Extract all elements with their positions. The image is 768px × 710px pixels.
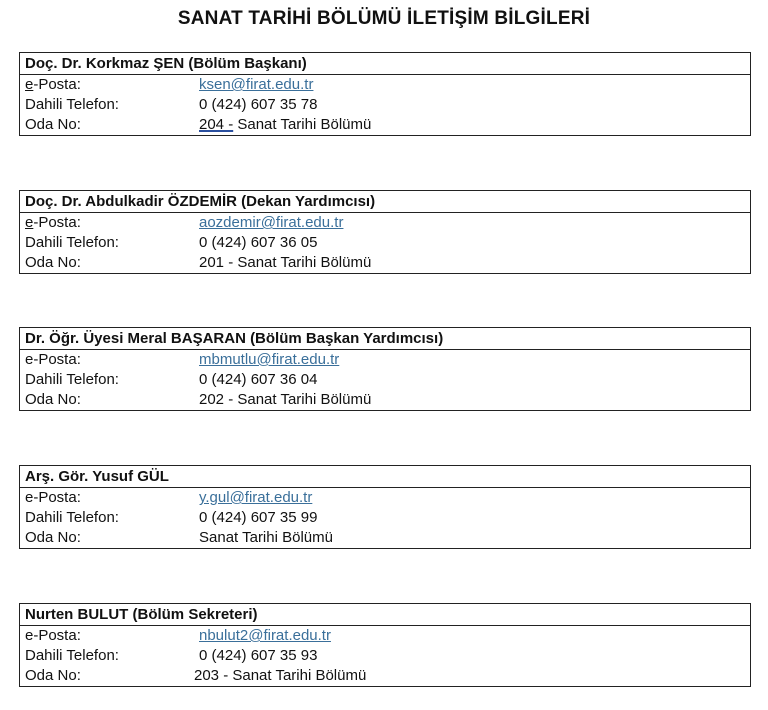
phone-row <box>20 370 750 390</box>
email-label: e-Posta: <box>25 214 81 231</box>
room-value: 201 - Sanat Tarihi Bölümü <box>199 254 372 271</box>
room-row <box>20 666 750 686</box>
phone-value: 0 (424) 607 35 78 <box>199 96 318 113</box>
email-link[interactable]: nbulut2@firat.edu.tr <box>199 627 331 644</box>
phone-label: Dahili Telefon: <box>25 509 119 526</box>
contact-card <box>19 52 751 136</box>
email-row <box>20 626 750 646</box>
phone-row <box>20 95 750 115</box>
room-row <box>20 390 750 410</box>
email-label: e-Posta: <box>25 489 81 506</box>
contact-card <box>19 465 751 549</box>
contact-name: Doç. Dr. Abdulkadir ÖZDEMİR (Dekan Yardımcısı) <box>20 191 750 213</box>
page-title: SANAT TARİHİ BÖLÜMÜ İLETİŞİM BİLGİLERİ <box>177 8 591 29</box>
contact-card <box>19 327 751 411</box>
room-label: Oda No: <box>25 391 81 408</box>
phone-value: 0 (424) 607 36 05 <box>199 234 318 251</box>
room-label: Oda No: <box>25 667 81 684</box>
contact-name: Doç. Dr. Korkmaz ŞEN (Bölüm Başkanı) <box>20 53 750 75</box>
phone-label: Dahili Telefon: <box>25 647 119 664</box>
room-label: Oda No: <box>25 116 81 133</box>
email-label: e-Posta: <box>25 627 81 644</box>
contact-card <box>19 190 751 274</box>
room-row <box>20 528 750 548</box>
contact-name: Dr. Öğr. Üyesi Meral BAŞARAN (Bölüm Başkan Yardımcısı) <box>20 328 750 350</box>
phone-row <box>20 646 750 666</box>
email-link[interactable]: mbmutlu@firat.edu.tr <box>199 351 340 368</box>
phone-value: 0 (424) 607 35 99 <box>199 509 318 526</box>
email-row <box>20 488 750 508</box>
phone-row <box>20 233 750 253</box>
contact-name: Arş. Gör. Yusuf GÜL <box>20 466 750 488</box>
room-value: 203 - Sanat Tarihi Bölümü <box>194 667 367 684</box>
phone-label: Dahili Telefon: <box>25 234 119 251</box>
room-row <box>20 253 750 273</box>
email-row <box>20 75 750 95</box>
room-value: Sanat Tarihi Bölümü <box>199 529 333 546</box>
email-label: e-Posta: <box>25 76 81 93</box>
phone-value: 0 (424) 607 35 93 <box>199 647 318 664</box>
room-label: Oda No: <box>25 254 81 271</box>
room-row <box>20 115 750 135</box>
contact-card <box>19 603 751 687</box>
phone-row <box>20 508 750 528</box>
phone-label: Dahili Telefon: <box>25 96 119 113</box>
email-row <box>20 350 750 370</box>
room-value: 204 - Sanat Tarihi Bölümü <box>199 116 372 133</box>
email-link[interactable]: y.gul@firat.edu.tr <box>199 489 313 506</box>
room-number: 204 - <box>199 116 234 133</box>
room-label: Oda No: <box>25 529 81 546</box>
email-link[interactable]: ksen@firat.edu.tr <box>199 76 314 93</box>
phone-label: Dahili Telefon: <box>25 371 119 388</box>
email-link[interactable]: aozdemir@firat.edu.tr <box>199 214 344 231</box>
room-value: 202 - Sanat Tarihi Bölümü <box>199 391 372 408</box>
email-row <box>20 213 750 233</box>
email-label: e-Posta: <box>25 351 81 368</box>
contact-name: Nurten BULUT (Bölüm Sekreteri) <box>20 604 750 626</box>
phone-value: 0 (424) 607 36 04 <box>199 371 318 388</box>
